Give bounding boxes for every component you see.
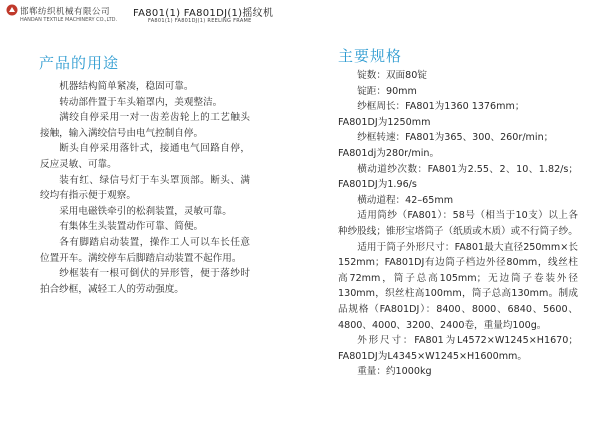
usage-paragraph: 满绞自停采用一对一齿差齿轮上的工艺触头接触，输入满绞信号由电气控制自停。 (40, 112, 250, 139)
usage-paragraph: 采用电磁铁牵引的松刹装置，灵敏可靠。 (59, 205, 232, 217)
spec-item: 锭距：90mm (357, 85, 417, 97)
spec-item: 纱框周长：FA801为1360 1376mm； (357, 101, 525, 113)
spec-item: FA801dj为280r/min。 (338, 147, 440, 159)
model-title-en: FA801(1) FA801DJ(1) REELING FRAME (148, 18, 252, 24)
spec-item: 适用筒纱（FA801）：58号（相当于10支）以上各种纱股线；锥形宝塔筒子（纸质或木质）或不行筒子纱。 (338, 210, 578, 237)
usage-paragraph: 各有脚踏启动装置，操作工人可以车长任意位置开车。满绞停车后脚踏启动装置不起作用。 (40, 236, 250, 264)
usage-paragraph: 转动部件置于车头箱罩内，美观整洁。 (59, 96, 223, 108)
usage-paragraph: 装有红、绿信号灯于车头罩顶部。断头、满绞均有指示便于观察。 (40, 174, 250, 202)
usage-column (40, 79, 250, 297)
specs-column (338, 68, 578, 380)
page-header (0, 0, 600, 30)
company-logo-icon (6, 4, 18, 16)
usage-paragraph: 机器结构简单紧凑，稳固可靠。 (59, 81, 194, 92)
spec-item: 横动道纱次数：FA801为2.55、2、10、1.82/s；FA801DJ为1.96/s (338, 163, 578, 191)
spec-item: 纱框转速：FA801为365、300、260r/min； (357, 132, 554, 144)
usage-paragraph: 断头自停采用落针式，接通电气回路自停，反应灵敏、可靠。 (40, 143, 250, 170)
spec-item: FA801DJ为1250mm (338, 116, 431, 128)
section-title-usage: 产品的用途 (39, 54, 120, 72)
usage-paragraph: 有集体生头装置动作可靠、简便。 (59, 221, 204, 233)
model-title: FA801(1) FA801DJ(1)摇纹机 (133, 8, 274, 19)
spec-item: 锭数：双面80锭 (357, 70, 427, 81)
spec-item: 横动道程：42–65mm (357, 194, 454, 206)
usage-paragraph: 纱框装有一根可倒伏的异形管，便于落纱时拍合纱框，减轻工人的劳动强度。 (40, 268, 250, 295)
company-name-en: HANDAN TEXTILE MACHINERY CO.,LTD. (20, 17, 118, 23)
section-title-specs: 主要规格 (338, 47, 403, 65)
spec-item: 重量：约1000kg (357, 366, 432, 378)
spec-item: 外形尺寸：FA801为L4572×W1245×H1670；FA801DJ为L4345×W1245×H1600mm。 (338, 335, 578, 362)
spec-item: 适用于筒子外形尺寸：FA801最大直径250mm×长152mm；FA801DJ有边筒子档边外径80mm，线丝柱高72mm，筒子总高105mm；无边筒子卷装外径130mm，织丝柱高100mm，筒子总高130mm。制成品规格（FA801DJ）：8400、8000、6840、5600、4800、4000、3200、2400卷，重量均100g。 (338, 241, 578, 331)
company-name-cn: 邯郸纺织机械有限公司 (20, 7, 111, 17)
